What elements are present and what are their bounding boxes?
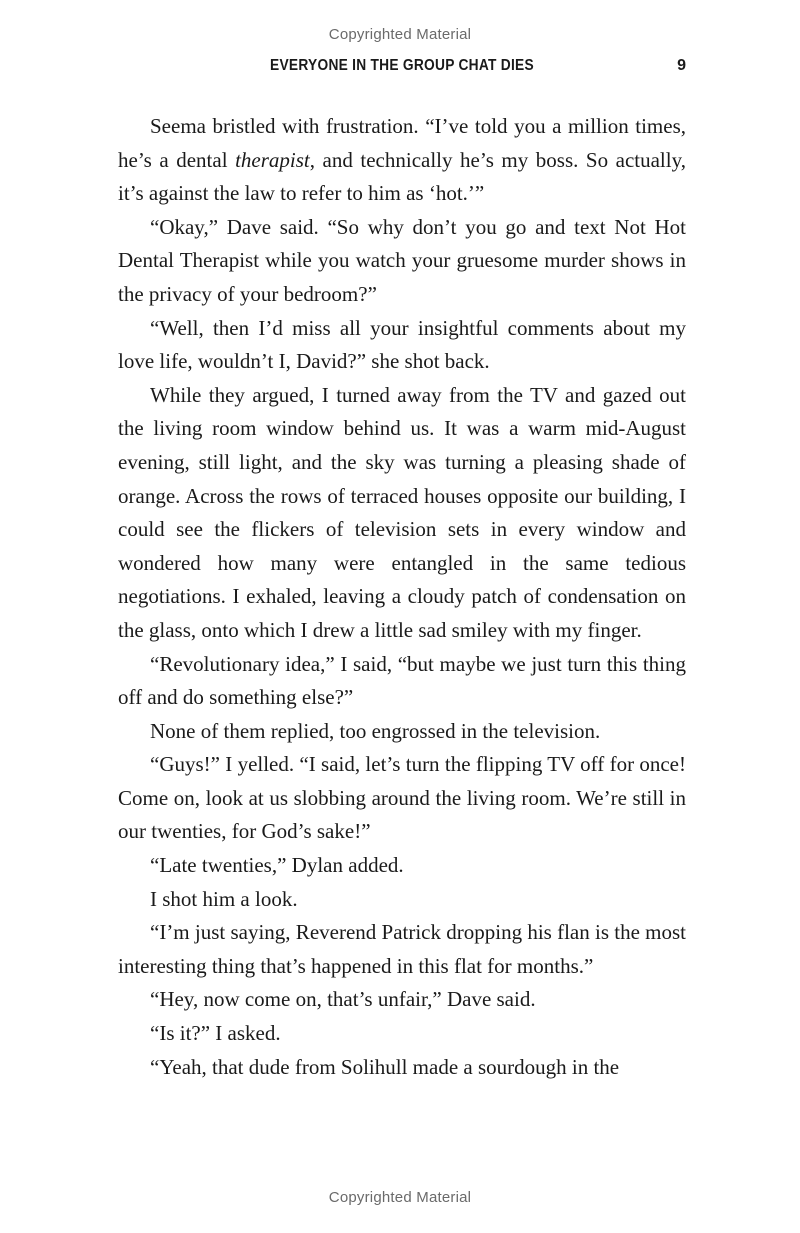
running-header (118, 57, 686, 81)
paragraph: “Guys!” I yelled. “I said, let’s turn the flipping TV off for once! Come on, look at us slobbing around the living room. We’re still in our twenties, for God’s sake!” (118, 752, 686, 844)
paragraph: None of them replied, too engrossed in the television. (150, 718, 601, 743)
paragraph (118, 110, 686, 211)
paragraph: “Okay,” Dave said. “So why don’t you go and text Not Hot Dental Therapist while you watch your gruesome murder shows in the privacy of your bedroom?” (118, 214, 686, 306)
paragraph: “Is it?” I asked. (150, 1021, 281, 1046)
paragraph: I shot him a look. (150, 886, 298, 911)
paragraph: “Late twenties,” Dylan added. (150, 853, 404, 878)
paragraph-text: , and technically he’s my boss. So actually, it’s against the law to refer to him as ‘hot.’” (118, 147, 686, 206)
book-title: EVERYONE IN THE GROUP CHAT DIES (270, 57, 534, 74)
paragraph: “Well, then I’d miss all your insightful comments about my love life, wouldn’t I, David?” she shot back. (118, 315, 686, 374)
emphasized-word: therapist (235, 147, 310, 172)
paragraph: “Hey, now come on, that’s unfair,” Dave said. (150, 987, 536, 1012)
paragraph: “I’m just saying, Reverend Patrick dropping his flan is the most interesting thing that’s happened in this flat for months.” (118, 920, 686, 978)
copyright-watermark-top: Copyrighted Material (328, 26, 472, 43)
paragraph: While they argued, I turned away from the TV and gazed out the living room window behind us. It was a warm mid-August evening, still light, and the sky was turning a pleasing shade of orange. Across the rows of terraced houses opposite our building, I could see the flickers of television sets in every window and wondered how many were entangled in the same tedious negotiations. I exhaled, leaving a cloudy patch of condensation on the glass, onto which I drew a little sad smiley with my finger. (118, 382, 686, 642)
body-text (118, 110, 686, 1084)
paragraph-text: Seema bristled with frustration. “I’ve told you a million times, he’s a dental (118, 114, 686, 172)
paragraph: “Revolutionary idea,” I said, “but maybe we just turn this thing off and do something else?” (118, 651, 686, 710)
page-number: 9 (677, 57, 686, 74)
paragraph: “Yeah, that dude from Solihull made a sourdough in the (150, 1054, 620, 1079)
copyright-watermark-bottom: Copyrighted Material (328, 1189, 472, 1206)
